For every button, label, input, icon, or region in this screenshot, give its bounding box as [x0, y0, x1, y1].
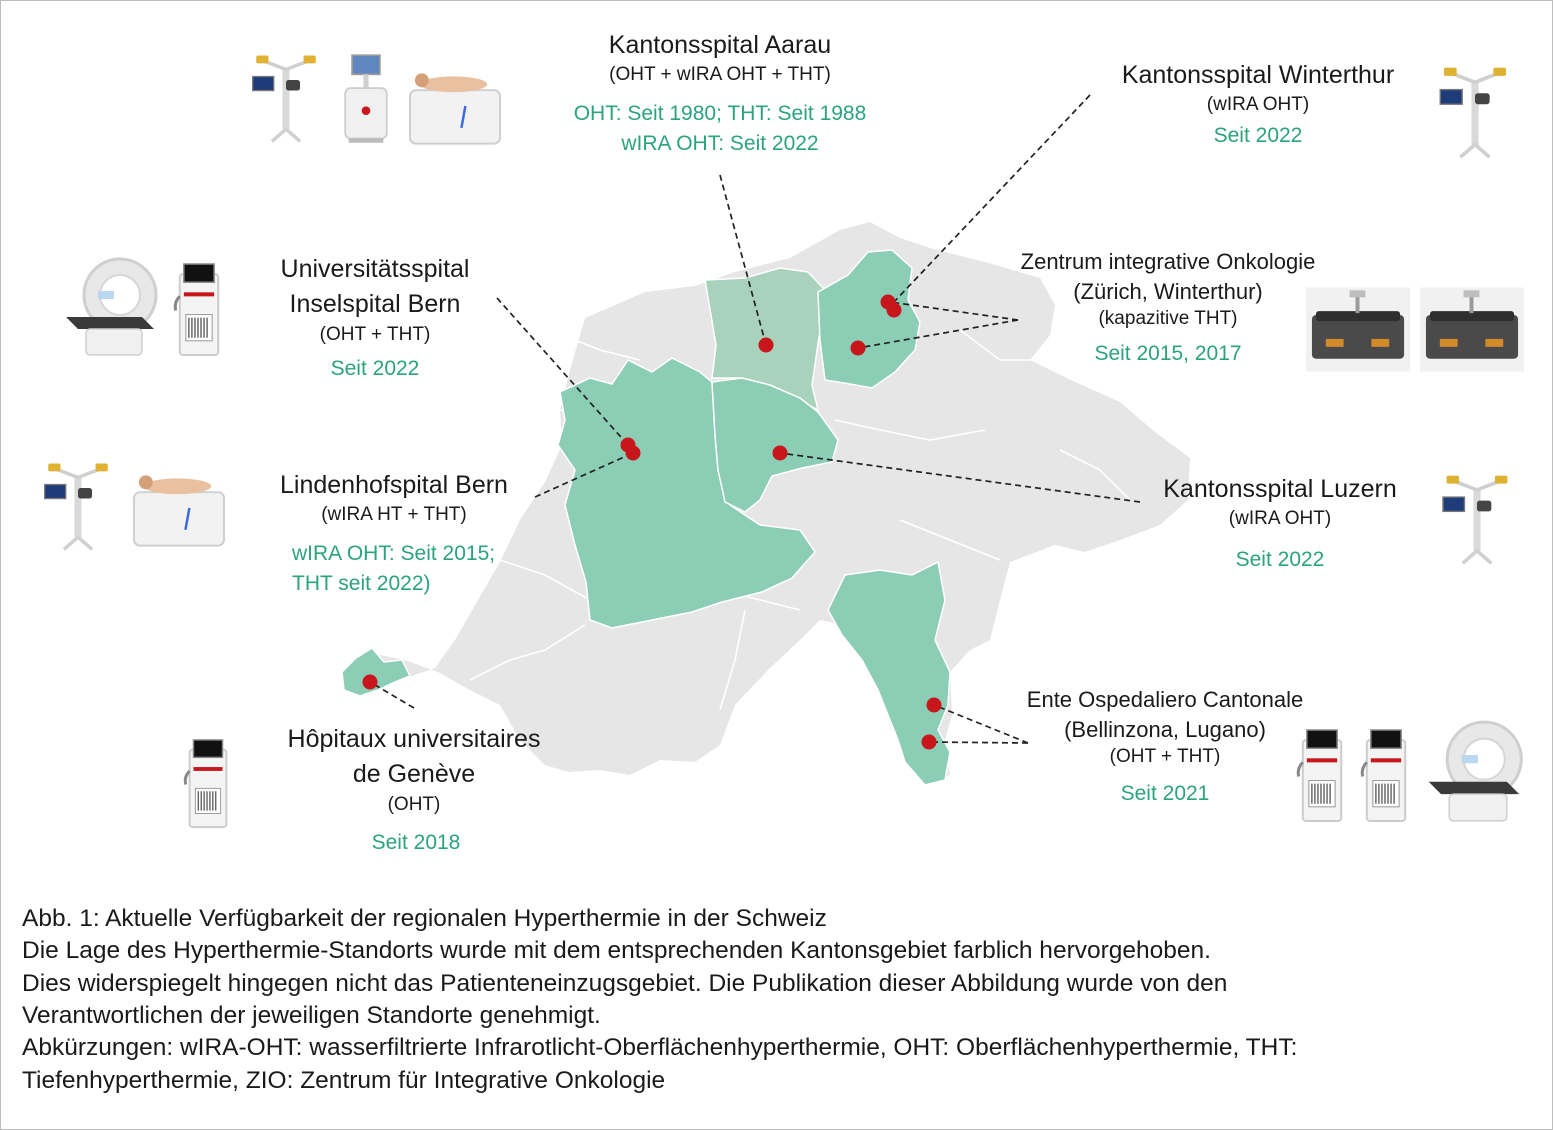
- wira-device-icon: [1443, 476, 1507, 564]
- site-therapies: (OHT): [387, 793, 441, 815]
- ring-applicator-bed-icon: [66, 259, 156, 355]
- marker-lindenhof: [626, 446, 641, 461]
- generator-cabinet-icon: [1362, 730, 1405, 821]
- generator-cabinet-icon: [185, 740, 226, 827]
- label-eoc: [1000, 686, 1330, 807]
- marker-luzern: [773, 446, 788, 461]
- site-therapies: (wIRA OHT): [1206, 94, 1310, 116]
- site-since: Seit 2022: [1235, 548, 1325, 571]
- site-since: Seit 2015, 2017: [1094, 341, 1242, 365]
- figure-caption: [22, 903, 1522, 1097]
- site-therapies: (wIRA HT + THT): [321, 504, 467, 526]
- site-name: Kantonsspital Winterthur: [1121, 61, 1395, 89]
- site-name: de Genève: [352, 760, 476, 789]
- tht-bed-icon: [134, 475, 224, 545]
- label-lindenhof: [254, 470, 534, 598]
- site-name: Lindenhofspital Bern: [280, 471, 508, 499]
- generator-cabinet-icon: [175, 264, 218, 355]
- marker-lugano: [922, 735, 937, 750]
- site-since: OHT: Seit 1980; THT: Seit 1988: [573, 102, 867, 125]
- site-since: Seit 2022: [330, 357, 420, 381]
- site-name: (Bellinzona, Lugano): [1064, 716, 1266, 742]
- canton-geneve: [342, 648, 410, 696]
- site-since: Seit 2021: [1120, 781, 1210, 805]
- site-since: wIRA OHT: Seit 2015;: [292, 542, 496, 565]
- site-since: wIRA OHT: Seit 2022: [621, 132, 819, 156]
- label-geneve: [256, 724, 572, 857]
- marker-geneve: [363, 675, 378, 690]
- capacitive-bed-icon: [1420, 287, 1524, 371]
- site-name: Kantonsspital Luzern: [1163, 475, 1397, 503]
- label-luzern: [1130, 474, 1430, 573]
- site-name: Inselspital Bern: [289, 290, 461, 319]
- site-therapies: (OHT + THT): [319, 323, 431, 345]
- site-name: (Zürich, Winterthur): [1073, 278, 1263, 304]
- marker-zurich: [851, 341, 866, 356]
- site-since: THT seit 2022): [292, 572, 431, 596]
- label-zio: [990, 248, 1346, 367]
- wira-device-icon: [1440, 68, 1506, 158]
- site-therapies: (wIRA OHT): [1228, 508, 1332, 530]
- caption-line: Abb. 1: Aktuelle Verfügbarkeit der regionalen Hyperthermie in der Schweiz: [22, 905, 827, 932]
- marker-bellinzona: [927, 698, 942, 713]
- site-since: Seit 2022: [1213, 124, 1303, 147]
- wira-device-icon: [45, 464, 108, 550]
- canton-ticino: [828, 562, 950, 785]
- site-therapies: (OHT + wIRA OHT + THT): [609, 64, 831, 86]
- label-insel: [250, 254, 500, 383]
- caption-line: Tiefenhyperthermie, ZIO: Zentrum für Integrative Onkologie: [22, 1066, 666, 1094]
- label-winterthur: [1080, 60, 1436, 149]
- ring-applicator-bed-icon: [1429, 722, 1522, 821]
- site-therapies: (OHT + THT): [1109, 746, 1221, 767]
- caption-line: Verantwortlichen der jeweiligen Standorte genehmigt.: [22, 1001, 601, 1029]
- label-aarau: [520, 30, 920, 158]
- wira-device-icon: [253, 56, 316, 142]
- caption-line: Abkürzungen: wIRA-OHT: wasserfiltrierte Infrarotlicht-Oberflächenhyperthermie, OHT: Oberflächenhyperthermie, THT:: [22, 1034, 1298, 1062]
- tht-bed-icon: [410, 73, 500, 143]
- site-name: Zentrum integrative Onkologie: [1020, 249, 1316, 274]
- caption-line: Dies widerspiegelt hingegen nicht das Patienteneinzugsgebiet. Die Publikation dieser Abbildung wurde von den: [22, 969, 1228, 997]
- hyperthermia-console-icon: [345, 55, 387, 143]
- site-name: Ente Ospedaliero Cantonale: [1026, 687, 1304, 712]
- marker-aarau: [759, 338, 774, 353]
- site-since: Seit 2018: [371, 831, 461, 855]
- site-therapies: (kapazitive THT): [1098, 308, 1238, 329]
- site-name: Hôpitaux universitaires: [287, 725, 541, 753]
- site-name: Kantonsspital Aarau: [608, 31, 832, 59]
- site-name: Universitätsspital: [280, 255, 470, 283]
- caption-line: Die Lage des Hyperthermie-Standorts wurde mit dem entsprechenden Kantonsgebiet farblich hervorgehoben.: [22, 937, 1211, 965]
- marker-winterthur-b: [887, 303, 902, 318]
